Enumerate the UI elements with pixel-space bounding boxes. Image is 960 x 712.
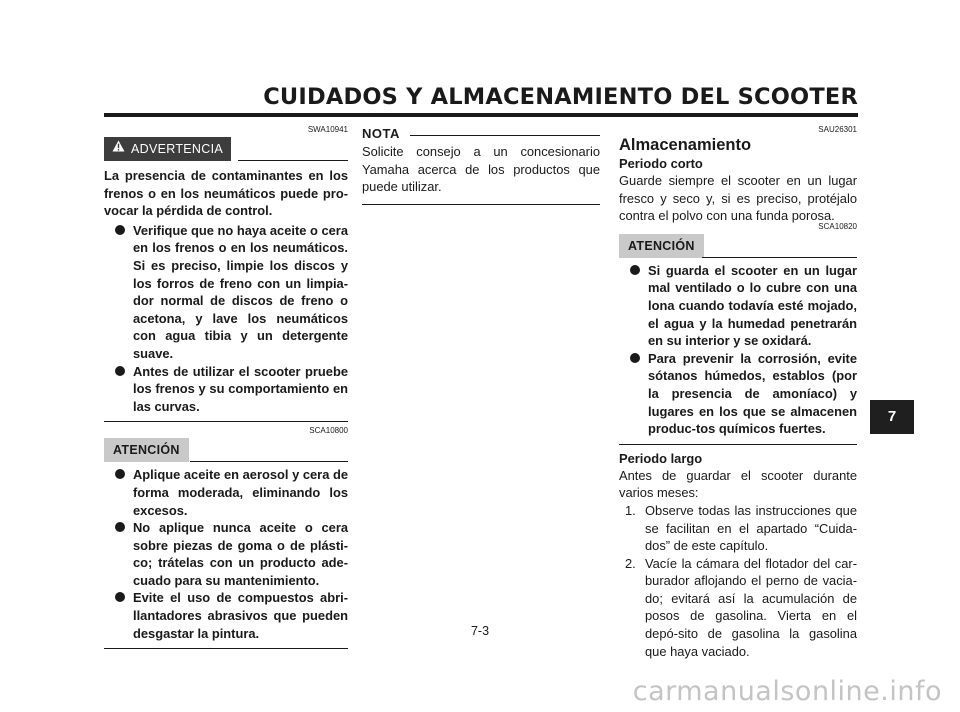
middle-column	[362, 125, 600, 205]
list-item	[619, 555, 857, 661]
list-item-text: Si guarda el scooter en un lugar mal ventilado o lo cubre con una lona cuando todavía esté mojado, el agua y la humedad penetrarán en su interior y se oxidará.	[648, 262, 857, 349]
long-term-intro: Antes de guardar el scooter durante varios meses:	[619, 467, 857, 501]
step-text: Vacíe la cámara del flotador del car-burador aflojando el perno de vacia-do; evitará así la acumulación de posos de gasolina. Vierta en el depó-sito de gasolina la gasolina que haya vaciado.	[645, 555, 857, 659]
note-text: Solicite consejo a un concesionario Yamaha acerca de los productos que puede utilizar.	[362, 144, 600, 195]
page-number: 7-3	[470, 624, 490, 638]
caution-header	[104, 438, 348, 464]
list-item-text: Verifique que no haya aceite o cera en los frenos o en los neumáticos. Si es preciso, limpie los discos y los forros de freno con un limpia-dor normal de discos de freno o acetona, y lave los neumáticos con agua tibia y un detergente suave.	[133, 222, 348, 361]
section-code: SAU26301	[818, 125, 857, 134]
caution-end-rule	[619, 444, 857, 445]
warning-list	[104, 222, 348, 416]
right-column	[619, 125, 857, 660]
caution-list	[619, 262, 857, 438]
watermark: carmanualsonline.info	[632, 676, 942, 707]
bullet-dot-icon	[115, 225, 125, 235]
left-column	[104, 125, 348, 649]
list-item	[619, 350, 857, 438]
list-item	[104, 222, 348, 363]
list-item	[104, 519, 348, 589]
caution-badge: ATENCIÓN	[619, 234, 704, 258]
bullet-dot-icon	[630, 353, 640, 363]
caution-header-line	[190, 461, 348, 462]
caution-badge: ATENCIÓN	[104, 438, 189, 462]
warning-end-rule	[104, 421, 348, 422]
warning-label: ADVERTENCIA	[131, 142, 223, 156]
caution-header	[619, 234, 857, 260]
caution-list	[104, 466, 348, 642]
long-term-title: Periodo largo	[619, 450, 703, 466]
warning-intro: La presencia de contaminantes en los frenos o en los neumáticos puede pro-vocar la pérdida de control.	[104, 168, 348, 219]
warning-header	[104, 137, 348, 163]
warning-code: SWA10941	[307, 125, 348, 134]
note-header	[362, 125, 600, 143]
list-item-text: Aplique aceite en aerosol y cera de forma moderada, eliminando los excesos.	[133, 467, 348, 518]
list-item	[619, 502, 857, 555]
note-label: NOTA	[362, 126, 400, 141]
caution-code: SCA10820	[818, 221, 857, 231]
warning-badge	[104, 137, 231, 161]
list-item-text: Antes de utilizar el scooter pruebe los frenos y su comportamiento en las curvas.	[133, 363, 348, 414]
bullet-dot-icon	[115, 469, 125, 479]
warning-triangle-icon	[112, 136, 125, 160]
chapter-tab: 7	[870, 400, 914, 434]
list-item	[104, 466, 348, 519]
step-text: Observe todas las instrucciones que se facilitan en el apartado “Cuida-dos” de este capítulo.	[645, 502, 857, 554]
step-number: 1.	[625, 502, 636, 518]
list-item-text: No aplique nunca aceite o cera sobre piezas de goma o de plásti-co; trátelas con un producto ade-cuado para su mantenimiento.	[133, 520, 348, 588]
list-item-text: Evite el uso de compuestos abri-llantadores abrasivos que pueden desgastar la pintura.	[133, 590, 348, 641]
bullet-dot-icon	[115, 522, 125, 532]
note-header-line	[410, 135, 600, 136]
caution-code: SCA10800	[309, 426, 348, 436]
caution-end-rule	[104, 648, 348, 649]
note-end-rule	[362, 204, 600, 205]
section-title: Almacenamiento	[619, 136, 752, 154]
bullet-dot-icon	[115, 592, 125, 602]
step-number: 2.	[625, 555, 636, 571]
bullet-dot-icon	[630, 265, 640, 275]
short-term-title: Periodo corto	[619, 156, 703, 171]
title-rule	[104, 113, 858, 117]
caution-header-line	[702, 257, 857, 258]
list-item-text: Para prevenir la corrosión, evite sótanos húmedos, establos (por la presencia de amoníaco) y lugares en los que se almacenen produc-tos químicos fuertes.	[648, 350, 857, 437]
bullet-dot-icon	[115, 366, 125, 376]
list-item	[104, 363, 348, 416]
list-item	[619, 262, 857, 350]
warning-header-line	[238, 160, 348, 161]
short-term-text: Guarde siempre el scooter en un lugar fresco y seco y, si es preciso, protéjalo contra el polvo con una funda porosa.	[619, 173, 857, 224]
page-title: CUIDADOS Y ALMACENAMIENTO DEL SCOOTER	[263, 84, 858, 110]
